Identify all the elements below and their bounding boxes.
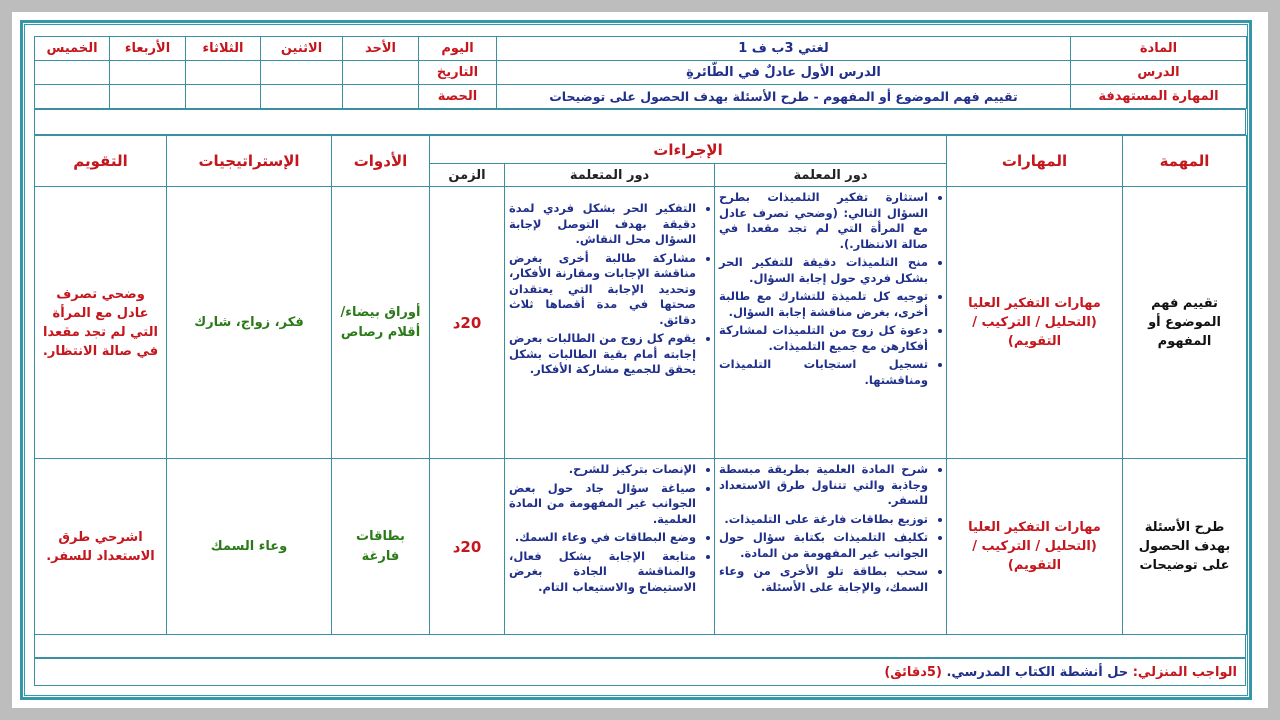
task-cell: طرح الأسئلة بهدف الحصول على توضيحات bbox=[1123, 459, 1247, 635]
list-item: • يقوم كل زوج من الطالبات بعرض إجابته أمام بقية الطالبات بشكل يحقق للجميع مشاركة الأفكار. bbox=[509, 331, 696, 378]
homework-time: (5دقائق) bbox=[884, 665, 942, 680]
list-item: • تكليف التلميذات بكتابة سؤال حول الجوانب غير المفهومة من المادة. bbox=[719, 530, 928, 561]
list-item: • منح التلميذات دقيقة للتفكير الحر بشكل فردي حول إجابة السؤال. bbox=[719, 255, 928, 286]
tools-cell: أوراق بيضاء/ أقلام رصاص bbox=[332, 187, 430, 459]
list-item: • دعوة كل زوج من التلميذات لمشاركة أفكارهن مع جميع التلميذات. bbox=[719, 323, 928, 354]
lesson-table bbox=[34, 135, 1247, 635]
list-item: • تسجيل استجابات التلميذات ومناقشتها. bbox=[719, 357, 928, 388]
student-role-cell bbox=[505, 459, 715, 635]
day-label: اليوم bbox=[419, 37, 497, 61]
period-label: الحصة bbox=[419, 85, 497, 109]
tools-cell: بطاقات فارغة bbox=[332, 459, 430, 635]
task-cell: تقييم فهم الموضوع أو المفهوم bbox=[1123, 187, 1247, 459]
col-procedures-header: الإجراءات bbox=[430, 136, 947, 164]
teacher-role-cell bbox=[715, 187, 947, 459]
strategy-cell: فكر، زواج، شارك bbox=[167, 187, 332, 459]
skill-value: تقييم فهم الموضوع أو المفهوم - طرح الأسئلة بهدف الحصول على توضيحات bbox=[497, 85, 1071, 109]
subject-label: المادة bbox=[1071, 37, 1247, 61]
day-thursday: الخميس bbox=[35, 37, 110, 61]
list-item: • شرح المادة العلمية بطريقة مبسطة وجاذبة والتي تتناول طرق الاستعداد للسفر. bbox=[719, 462, 928, 509]
lesson-value: الدرس الأول عادلٌ في الطّائرةِ bbox=[497, 61, 1071, 85]
spacer-row bbox=[34, 109, 1246, 135]
list-item: • متابعة الإجابة بشكل فعال، والمناقشة الجادة بغرض الاستيضاح والاستيعاب التام. bbox=[509, 549, 696, 596]
col-teacher-role-header: دور المعلمة bbox=[715, 164, 947, 187]
period-cell bbox=[343, 85, 419, 109]
teacher-role-cell bbox=[715, 459, 947, 635]
list-item: • توجيه كل تلميذة للتشارك مع طالبة أخرى، بغرض مناقشة إجابة السؤال. bbox=[719, 289, 928, 320]
day-wednesday: الأربعاء bbox=[110, 37, 186, 61]
list-item: • التفكير الحر بشكل فردي لمدة دقيقة بهدف التوصل لإجابة السؤال محل النقاش. bbox=[509, 201, 696, 248]
col-time-header: الزمن bbox=[430, 164, 505, 187]
day-sunday: الأحد bbox=[343, 37, 419, 61]
list-item: • الإنصات بتركيز للشرح. bbox=[509, 462, 696, 478]
homework-text: حل أنشطة الكتاب المدرسي. bbox=[946, 665, 1129, 680]
strategy-cell: وعاء السمك bbox=[167, 459, 332, 635]
time-cell: 20د bbox=[430, 187, 505, 459]
list-item: • مشاركة طالبة أخرى بغرض مناقشة الإجابات ومقارنة الأفكار، وتحديد الإجابة التي يعتقدان صحتها في مدة أقصاها ثلاث دقائق. bbox=[509, 251, 696, 329]
date-label: التاريخ bbox=[419, 61, 497, 85]
evaluation-cell: وضحي تصرف عادل مع المرأة التي لم تجد مقعدا في صالة الانتظار. bbox=[35, 187, 167, 459]
list-item: • استثارة تفكير التلميذات بطرح السؤال التالي: (وضحي تصرف عادل مع المرأة التي لم تجد مقعدا في صالة الانتظار.). bbox=[719, 190, 928, 252]
col-skills-header: المهارات bbox=[947, 136, 1123, 187]
date-cell bbox=[343, 61, 419, 85]
table-row bbox=[35, 187, 1247, 459]
list-item: • صياغة سؤال جاد حول بعض الجوانب غير المفهومة من المادة العلمية. bbox=[509, 481, 696, 528]
col-student-role-header: دور المتعلمة bbox=[505, 164, 715, 187]
lesson-label: الدرس bbox=[1071, 61, 1247, 85]
time-cell: 20د bbox=[430, 459, 505, 635]
date-cell bbox=[110, 61, 186, 85]
col-strategies-header: الإستراتيجيات bbox=[167, 136, 332, 187]
homework-row bbox=[34, 658, 1246, 686]
date-cell bbox=[35, 61, 110, 85]
col-tools-header: الأدوات bbox=[332, 136, 430, 187]
col-evaluation-header: التقويم bbox=[35, 136, 167, 187]
table-row bbox=[35, 459, 1247, 635]
period-cell bbox=[186, 85, 261, 109]
date-cell bbox=[261, 61, 343, 85]
header-table bbox=[34, 36, 1247, 109]
skill-cell: مهارات التفكير العليا (التحليل / التركيب / التقويم) bbox=[947, 459, 1123, 635]
skill-label: المهارة المستهدفة bbox=[1071, 85, 1247, 109]
homework-label: الواجب المنزلي: bbox=[1132, 665, 1237, 680]
date-cell bbox=[186, 61, 261, 85]
day-tuesday: الثلاثاء bbox=[186, 37, 261, 61]
period-cell bbox=[35, 85, 110, 109]
evaluation-cell: اشرحي طرق الاستعداد للسفر. bbox=[35, 459, 167, 635]
spacer-row bbox=[34, 634, 1246, 658]
subject-value: لغتي 3ب ف 1 bbox=[497, 37, 1071, 61]
period-cell bbox=[110, 85, 186, 109]
period-cell bbox=[261, 85, 343, 109]
list-item: • توزيع بطاقات فارغة على التلميذات. bbox=[719, 512, 928, 528]
skill-cell: مهارات التفكير العليا (التحليل / التركيب / التقويم) bbox=[947, 187, 1123, 459]
day-monday: الاثنين bbox=[261, 37, 343, 61]
list-item: • سحب بطاقة تلو الأخرى من وعاء السمك، والإجابة على الأسئلة. bbox=[719, 564, 928, 595]
col-task-header: المهمة bbox=[1123, 136, 1247, 187]
student-role-cell bbox=[505, 187, 715, 459]
list-item: • وضع البطاقات في وعاء السمك. bbox=[509, 530, 696, 546]
